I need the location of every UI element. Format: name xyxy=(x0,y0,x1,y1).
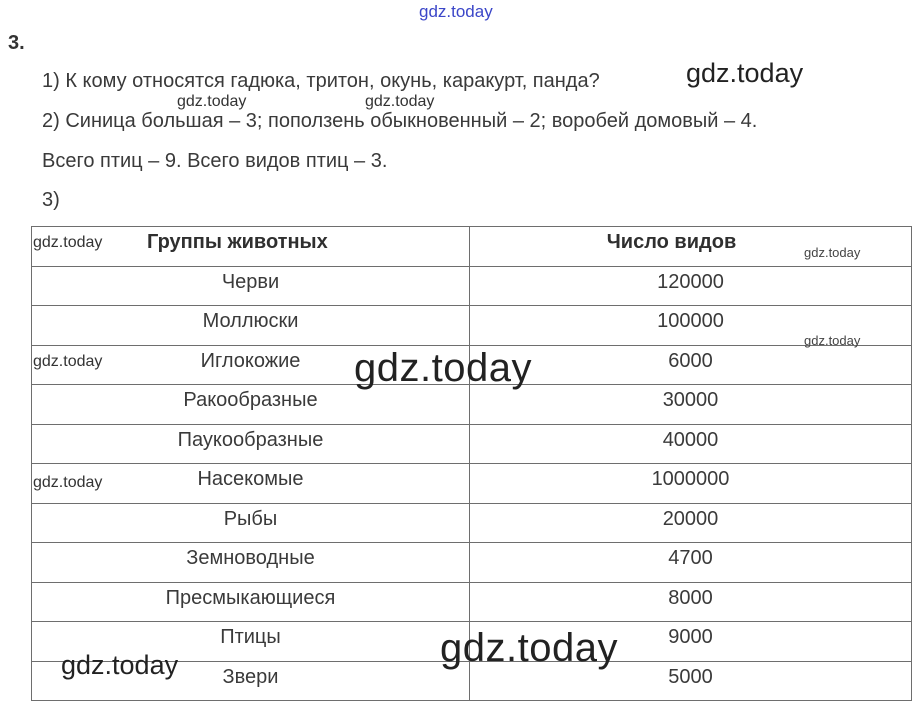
watermark-top: gdz.today xyxy=(419,2,493,21)
group-cell: Моллюски xyxy=(32,306,470,346)
watermark-bottom-center: gdz.today xyxy=(440,626,618,670)
count-cell: 5000 xyxy=(470,661,912,701)
group-cell: Земноводные xyxy=(32,543,470,583)
count-cell: 120000 xyxy=(470,266,912,306)
table-row xyxy=(32,582,912,622)
watermark-row2-right: gdz.today xyxy=(804,333,861,348)
header-count: Число видов xyxy=(470,227,912,267)
count-cell: 8000 xyxy=(470,582,912,622)
watermark-row6-left: gdz.today xyxy=(33,474,103,491)
watermark-bottom-left: gdz.today xyxy=(61,650,179,680)
header-groups: Группы животных xyxy=(32,227,470,267)
watermark-row3-center: gdz.today xyxy=(354,346,532,390)
group-cell: Рыбы xyxy=(32,503,470,543)
watermark-line2-a: gdz.today xyxy=(177,93,247,110)
group-cell: Паукообразные xyxy=(32,424,470,464)
count-cell: 100000 xyxy=(470,306,912,346)
table-row xyxy=(32,464,912,504)
table-row xyxy=(32,503,912,543)
watermark-line2-b: gdz.today xyxy=(365,93,435,110)
watermark-table-header-right: gdz.today xyxy=(804,245,861,260)
watermark-line1: gdz.today xyxy=(686,58,804,88)
task-line-2: 2) Синица большая – 3; поползень обыкновенный – 2; воробей домовый – 4. xyxy=(42,110,758,132)
group-cell: Иглокожие xyxy=(32,345,470,385)
group-cell: Ракообразные xyxy=(32,385,470,425)
group-cell: Птицы xyxy=(32,622,470,662)
table-row xyxy=(32,543,912,583)
count-cell: 1000000 xyxy=(470,464,912,504)
count-cell: 9000 xyxy=(470,622,912,662)
task-line-1: 1) К кому относятся гадюка, тритон, окунь, каракурт, панда? xyxy=(42,70,600,92)
watermark-table-header-left: gdz.today xyxy=(33,234,103,251)
count-cell: 40000 xyxy=(470,424,912,464)
table-row xyxy=(32,266,912,306)
task-line-4: 3) xyxy=(42,189,60,211)
group-cell: Звери xyxy=(32,661,470,701)
count-cell: 30000 xyxy=(470,385,912,425)
count-cell: 6000 xyxy=(470,345,912,385)
task-number: 3. xyxy=(8,32,25,54)
group-cell: Черви xyxy=(32,266,470,306)
group-cell: Пресмыкающиеся xyxy=(32,582,470,622)
task-line-3: Всего птиц – 9. Всего видов птиц – 3. xyxy=(42,150,388,172)
table-row xyxy=(32,306,912,346)
count-cell: 4700 xyxy=(470,543,912,583)
group-cell: Насекомые xyxy=(32,464,470,504)
watermark-row3-left: gdz.today xyxy=(33,353,103,370)
table-row xyxy=(32,424,912,464)
count-cell: 20000 xyxy=(470,503,912,543)
table-header-row xyxy=(32,227,912,267)
